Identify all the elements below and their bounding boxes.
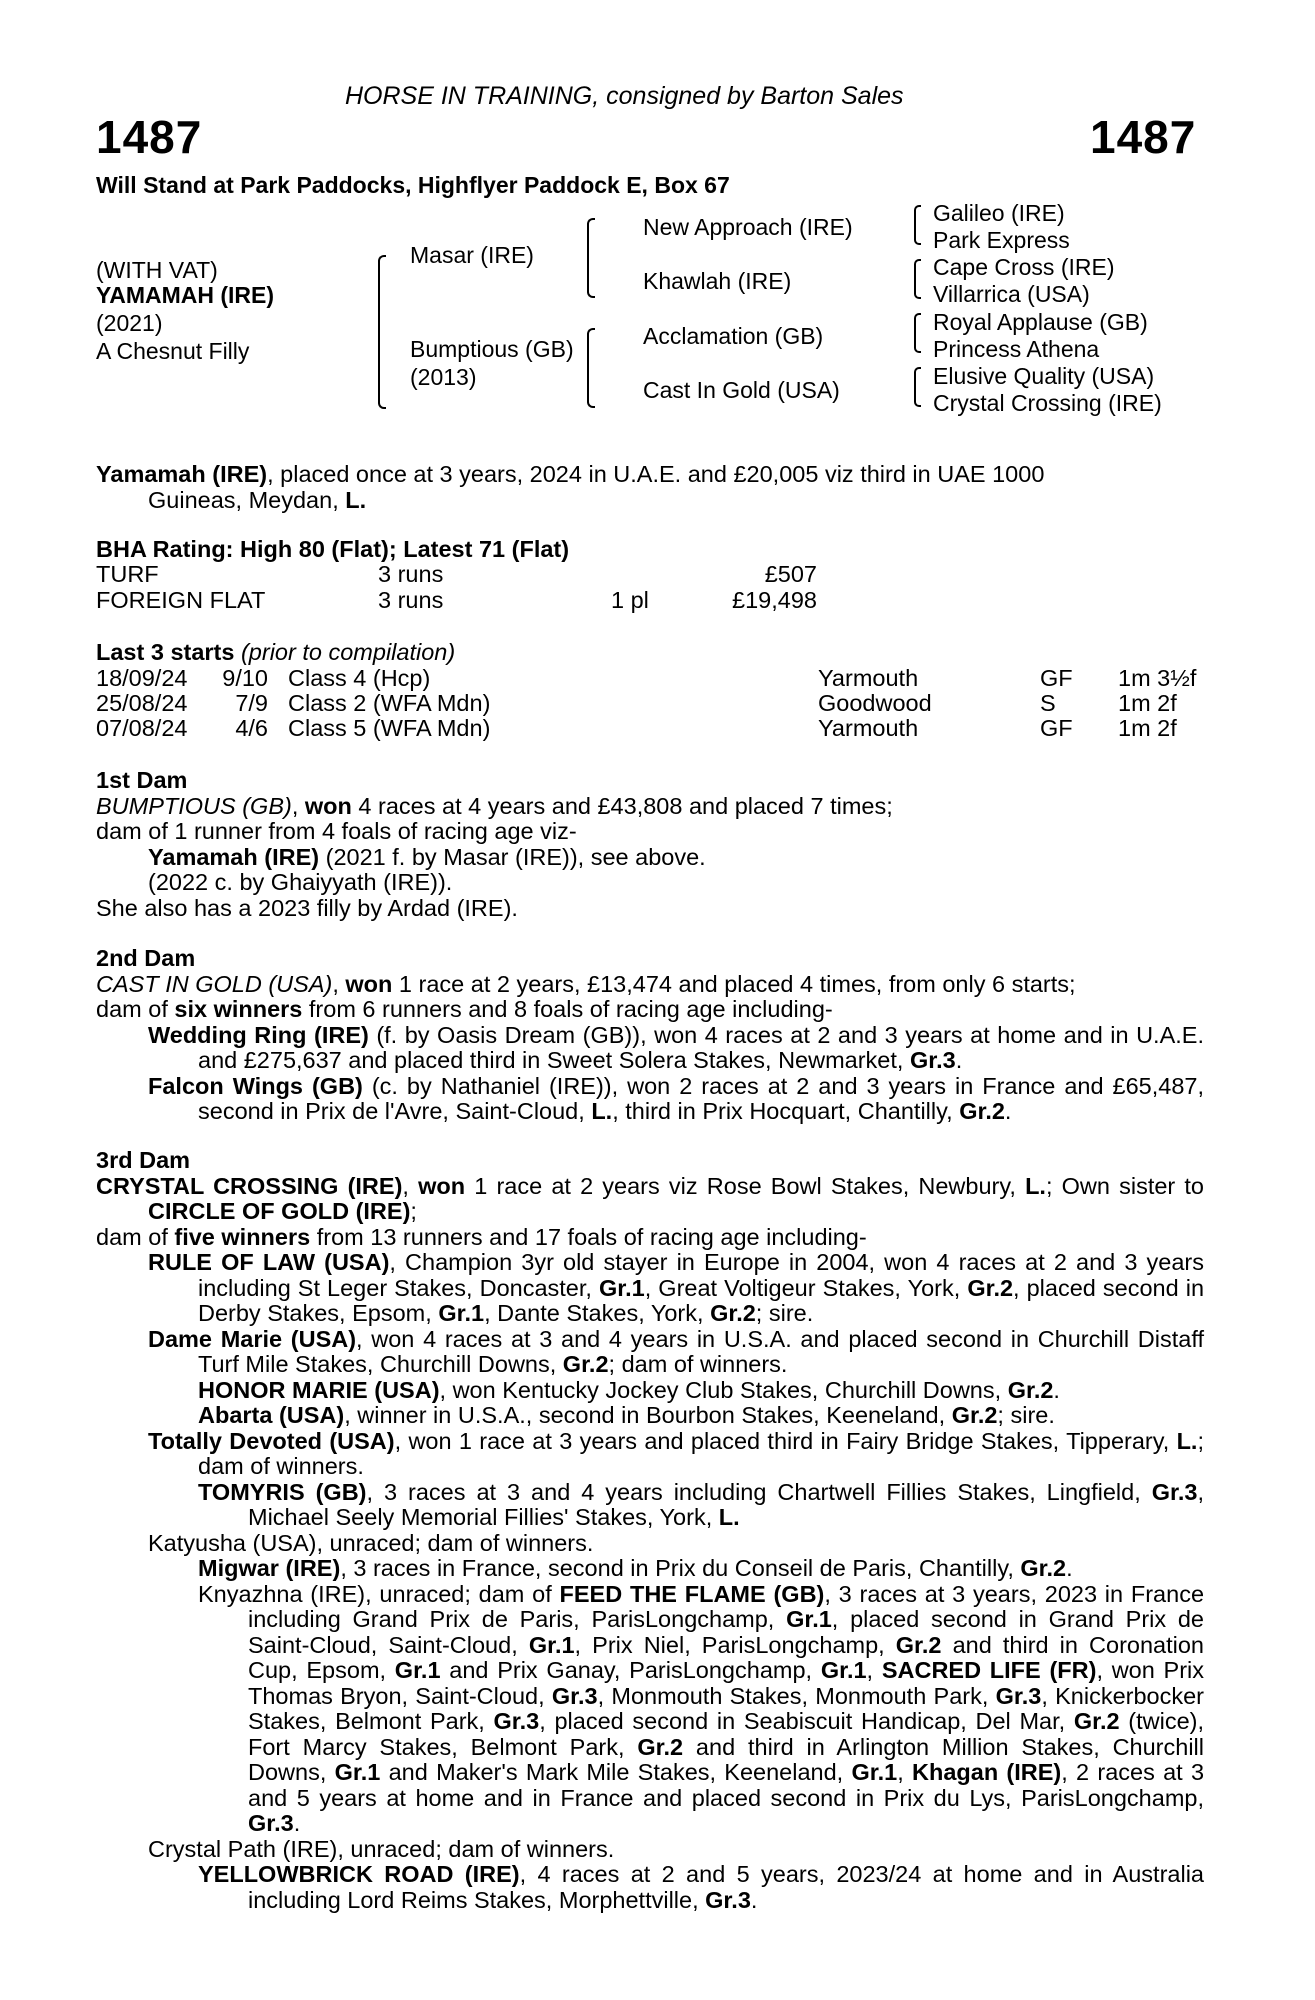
start-position: 9/10 <box>222 665 268 691</box>
second-dam-winners: six winners <box>174 996 303 1022</box>
produce-detail: , winner in U.S.A., second in Bourbon Stakes, Keeneland, <box>344 1402 952 1428</box>
third-dam-winners: five winners <box>174 1223 311 1250</box>
last-starts-note: (prior to compilation) <box>240 639 456 665</box>
produce-detail: and third in Arlington Million Stakes, Churchill Downs, <box>248 1733 1204 1785</box>
produce-detail: , won 1 race at 3 years and placed third in Fairy Bridge Stakes, Tipperary, <box>394 1427 1177 1454</box>
produce-grade: Gr.2 <box>637 1733 684 1760</box>
dam-dam-dam: Crystal Crossing (IRE) <box>933 390 1162 416</box>
produce-name: Falcon Wings (GB) <box>148 1072 363 1099</box>
second-dam-produce-line: from 6 runners and 8 foals of racing age including- <box>302 996 833 1022</box>
produce-2023: She also has a 2023 filly by Ardad (IRE). <box>96 894 518 921</box>
start-position: 7/9 <box>235 690 268 716</box>
race-summary <box>96 462 1204 513</box>
ds-brace <box>914 313 921 353</box>
produce-unraced: Katyusha (USA), unraced; dam of winners. <box>148 1529 594 1556</box>
produce-name: Yamamah (IRE) <box>148 843 320 870</box>
last-starts-heading: Last 3 starts <box>96 639 235 665</box>
produce-unraced: Crystal Path (IRE), unraced; dam of winners. <box>148 1835 615 1862</box>
vat-note: (WITH VAT) <box>96 257 218 283</box>
produce-name: SACRED LIFE (FR) <box>881 1657 1097 1683</box>
third-dam-record: ; Own sister to <box>1045 1172 1204 1199</box>
third-dam-title: 3rd Dam <box>96 1147 191 1173</box>
start-distance: 1m 2f <box>1118 715 1177 741</box>
produce-detail: , 3 races at 3 and 4 years including Chartwell Fillies Stakes, Lingfield, <box>366 1478 1152 1505</box>
produce-detail: and third in Coronation Cup, Epsom, <box>248 1631 1205 1683</box>
produce-grade: Gr.2 <box>562 1351 609 1377</box>
second-dam-title: 2nd Dam <box>96 945 196 971</box>
produce-detail: , won Prix Thomas Bryon, Saint-Cloud, <box>248 1657 1205 1709</box>
dd-brace <box>914 367 921 407</box>
produce-detail: , Monmouth Stakes, Monmouth Park, <box>597 1682 996 1709</box>
produce-grade: L. <box>718 1504 740 1530</box>
produce-grade: Gr.3 <box>248 1810 294 1836</box>
sire-dam-sire: Cape Cross (IRE) <box>933 254 1115 280</box>
produce-grade: Gr.3 <box>705 1886 751 1913</box>
produce-detail: ; dam of winners. <box>608 1351 788 1377</box>
produce-grade: Gr.1 <box>598 1274 645 1301</box>
produce-detail: ; dam of winners. <box>198 1427 1204 1479</box>
produce-detail: , third in Prix Hocquart, Chantilly, <box>612 1098 960 1124</box>
bha-row-runs: 3 runs <box>378 587 444 613</box>
bha-row-places: 1 pl <box>611 587 649 613</box>
produce-grade: Gr.3 <box>909 1047 956 1073</box>
produce-grade: Gr.2 <box>1073 1708 1120 1734</box>
produce-name: RULE OF LAW (USA) <box>148 1249 390 1275</box>
produce-detail: . <box>1004 1098 1012 1124</box>
produce-grade: Gr.3 <box>551 1682 598 1709</box>
second-dam-name: CAST IN GOLD (USA) <box>96 970 333 997</box>
produce-name: TOMYRIS (GB) <box>198 1478 367 1505</box>
bha-row-type: FOREIGN FLAT <box>96 587 266 613</box>
dam-sire-dam: Princess Athena <box>933 336 1100 362</box>
start-class: Class 5 (WFA Mdn) <box>288 715 491 741</box>
summary-text: , placed once at 3 years, 2024 in U.A.E. and £20,005 viz third in UAE 1000 <box>267 461 1045 487</box>
produce-grade: L. <box>1176 1427 1198 1454</box>
produce-name: Totally Devoted (USA) <box>148 1427 395 1454</box>
produce-detail: , 4 races at 2 and 5 years, 2023/24 at home and in Australia including Lord Reims Stakes, Morphettville, <box>248 1861 1204 1913</box>
third-dam-grade: L. <box>1025 1172 1046 1199</box>
start-class: Class 2 (WFA Mdn) <box>288 690 491 716</box>
dam: Bumptious (GB) <box>410 336 574 362</box>
dam-sire: Acclamation (GB) <box>643 323 824 349</box>
second-dam-of: dam of <box>96 996 175 1022</box>
produce-grade: Gr.2 <box>1007 1376 1054 1403</box>
start-going: S <box>1040 690 1056 716</box>
lot-number-left: 1487 <box>96 111 203 163</box>
produce-detail: , <box>897 1759 912 1785</box>
produce-2022: (2022 c. by Ghaiyyath (IRE)). <box>148 869 453 895</box>
produce-grade: Gr.1 <box>334 1759 381 1785</box>
horse-year: (2021) <box>96 310 163 336</box>
bha-row-money: £507 <box>764 561 817 587</box>
produce-detail: (2021 f. by Masar (IRE)), see above. <box>319 843 706 870</box>
produce-grade: Gr.2 <box>951 1402 998 1428</box>
start-course: Yarmouth <box>818 665 919 691</box>
summary-text-cont: Guineas, Meydan, <box>148 486 346 513</box>
produce-grade: Gr.2 <box>710 1300 756 1326</box>
produce-detail: . <box>1053 1376 1060 1403</box>
produce-detail: and Maker's Mark Mile Stakes, Keeneland, <box>380 1759 852 1785</box>
start-class: Class 4 (Hcp) <box>288 665 431 691</box>
produce-grade: L. <box>591 1098 613 1124</box>
dam-sire-sire: Royal Applause (GB) <box>933 309 1148 335</box>
produce-name: YELLOWBRICK ROAD (IRE) <box>198 1861 520 1887</box>
produce-detail: Knyazhna (IRE), unraced; dam of <box>198 1580 560 1607</box>
produce-grade: Gr.2 <box>967 1274 1014 1301</box>
produce-grade: Gr.2 <box>959 1098 1005 1124</box>
produce-detail: . <box>955 1047 963 1073</box>
produce-grade: Gr.1 <box>820 1657 867 1683</box>
produce-detail: , won Kentucky Jockey Club Stakes, Churchill Downs, <box>439 1376 1008 1403</box>
dam-dam: Cast In Gold (USA) <box>643 377 840 403</box>
horse-description: A Chesnut Filly <box>96 338 250 364</box>
second-dam-section <box>96 946 1204 1125</box>
sire: Masar (IRE) <box>410 242 534 268</box>
start-date: 18/09/24 <box>96 665 188 691</box>
stand-location: Will Stand at Park Paddocks, Highflyer Paddock E, Box 67 <box>96 172 730 198</box>
third-dam-of: dam of <box>96 1223 175 1250</box>
first-dam-sep: , <box>291 792 305 819</box>
start-course: Yarmouth <box>818 715 919 741</box>
first-dam-section <box>96 768 1204 921</box>
produce-detail: , placed second in Seabiscuit Handicap, Del Mar, <box>539 1708 1074 1734</box>
third-dam-sep: , <box>402 1172 419 1199</box>
bha-row-type: TURF <box>96 561 159 587</box>
produce-name: Abarta (USA) <box>198 1402 345 1428</box>
produce-detail: , placed second in Derby Stakes, Epsom, <box>198 1274 1205 1326</box>
produce-grade: Gr.1 <box>851 1759 898 1785</box>
bha-row-money: £19,498 <box>732 587 817 613</box>
produce-name: HONOR MARIE (USA) <box>198 1376 440 1403</box>
produce-detail: (c. by Nathaniel (IRE)), won 2 races at 2 and 3 years in France and £65,487, second in Prix de l'Avre, Saint-Cloud, <box>198 1072 1205 1124</box>
last-starts-title <box>96 640 455 666</box>
sire-brace <box>587 218 595 298</box>
start-going: GF <box>1040 665 1073 691</box>
produce-detail: , Great Voltigeur Stakes, York, <box>644 1274 968 1301</box>
dam-year: (2013) <box>410 364 477 390</box>
third-dam-produce-line: from 13 runners and 17 foals of racing age including- <box>310 1223 867 1250</box>
summary-grade: L. <box>345 486 367 513</box>
sire-sire: New Approach (IRE) <box>643 214 853 240</box>
produce-grade: Gr.3 <box>995 1682 1042 1709</box>
third-dam-section <box>96 1148 1204 1913</box>
first-dam-record: 4 races at 4 years and £43,808 and placed 7 times; <box>351 792 893 819</box>
summary-horse-name: Yamamah (IRE) <box>96 461 268 487</box>
sire-sire-sire: Galileo (IRE) <box>933 200 1065 226</box>
produce-detail: , placed second in Grand Prix de Saint-Cloud, Saint-Cloud, <box>248 1606 1204 1658</box>
produce-detail: , Champion 3yr old stayer in Europe in 2004, won 4 races at 2 and 3 years including St Leger Stakes, Doncaster, <box>198 1249 1204 1301</box>
first-dam-title: 1st Dam <box>96 767 188 793</box>
pedigree-brace <box>378 255 386 409</box>
first-dam-won: won <box>304 792 352 819</box>
produce-name: Dame Marie (USA) <box>148 1325 357 1352</box>
second-dam-sep: , <box>332 970 346 997</box>
produce-detail: , Knickerbocker Stakes, Belmont Park, <box>248 1682 1205 1734</box>
produce-grade: Gr.1 <box>786 1606 832 1632</box>
produce-detail: , Prix Niel, ParisLongchamp, <box>574 1631 896 1658</box>
produce-grade: Gr.3 <box>493 1708 540 1734</box>
produce-grade: Gr.3 <box>1151 1478 1198 1505</box>
produce-detail: , Dante Stakes, York, <box>484 1300 711 1326</box>
produce-name: FEED THE FLAME (GB) <box>559 1580 825 1607</box>
produce-detail: (f. by Oasis Dream (GB)), won 4 races at 2 and 3 years at home and in U.A.E. and £275,637 and placed third in Sweet Solera Stakes, Newmarket, <box>198 1021 1204 1073</box>
second-dam-won: won <box>345 970 393 997</box>
first-dam-produce-line: dam of 1 runner from 4 foals of racing age viz- <box>96 818 577 844</box>
produce-detail: , 3 races at 3 years, 2023 in France including Grand Prix de Paris, ParisLongchamp, <box>248 1580 1205 1632</box>
lot-number-right: 1487 <box>1090 111 1197 163</box>
sire-sire-dam: Park Express <box>933 227 1070 253</box>
produce-name: Khagan (IRE) <box>912 1759 1062 1785</box>
produce-grade: Gr.2 <box>1020 1555 1067 1581</box>
produce-grade: Gr.1 <box>528 1631 575 1658</box>
produce-detail: . <box>750 1886 758 1913</box>
dam-brace <box>587 328 595 408</box>
produce-grade: Gr.1 <box>394 1657 441 1683</box>
produce-detail: (twice), Fort Marcy Stakes, Belmont Park, <box>248 1708 1204 1760</box>
start-distance: 1m 2f <box>1118 690 1177 716</box>
horse-name: YAMAMAH (IRE) <box>96 282 275 308</box>
ss-brace <box>914 205 921 245</box>
sire-dam: Khawlah (IRE) <box>643 268 792 294</box>
start-going: GF <box>1040 715 1073 741</box>
produce-grade: Gr.1 <box>438 1300 485 1326</box>
third-dam-record: 1 race at 2 years viz Rose Bowl Stakes, Newbury, <box>465 1172 1026 1199</box>
consignor-header: HORSE IN TRAINING, consigned by Barton Sales <box>345 82 904 110</box>
sire-dam-dam: Villarrica (USA) <box>933 281 1090 307</box>
third-dam-name: CRYSTAL CROSSING (IRE) <box>96 1172 403 1199</box>
sister-name: CIRCLE OF GOLD (IRE) <box>148 1198 411 1224</box>
produce-detail: , Michael Seely Memorial Fillies' Stakes, York, <box>248 1478 1204 1530</box>
start-position: 4/6 <box>235 715 268 741</box>
bha-rating-title: BHA Rating: High 80 (Flat); Latest 71 (Flat) <box>96 536 570 562</box>
produce-detail: and Prix Ganay, ParisLongchamp, <box>440 1657 821 1683</box>
produce-name: Wedding Ring (IRE) <box>148 1021 369 1048</box>
produce-detail: , 3 races in France, second in Prix du Conseil de Paris, Chantilly, <box>340 1555 1021 1581</box>
bha-row-runs: 3 runs <box>378 561 444 587</box>
produce-detail: , 2 races at 3 and 5 years at home and in France and placed second in Prix du Lys, ParisLongchamp, <box>248 1759 1205 1811</box>
sd-brace <box>914 259 921 299</box>
produce-detail: . <box>1066 1555 1073 1581</box>
third-dam-won: won <box>418 1172 466 1199</box>
start-date: 07/08/24 <box>96 715 188 741</box>
produce-detail: ; sire. <box>997 1402 1055 1428</box>
produce-detail: . <box>293 1810 301 1836</box>
produce-grade: Gr.2 <box>895 1631 942 1658</box>
produce-detail: , won 4 races at 3 and 4 years in U.S.A. and placed second in Churchill Distaff Turf Mile Stakes, Churchill Downs, <box>198 1325 1204 1377</box>
second-dam-record: 1 race at 2 years, £13,474 and placed 4 times, from only 6 starts; <box>392 970 1076 997</box>
start-course: Goodwood <box>818 690 932 716</box>
produce-name: Migwar (IRE) <box>198 1555 341 1581</box>
produce-detail: , <box>866 1657 882 1683</box>
start-date: 25/08/24 <box>96 690 188 716</box>
dam-dam-sire: Elusive Quality (USA) <box>933 363 1155 389</box>
third-dam-record: ; <box>410 1198 417 1224</box>
start-distance: 1m 3½f <box>1118 665 1197 691</box>
produce-detail: ; sire. <box>755 1300 814 1326</box>
first-dam-name: BUMPTIOUS (GB) <box>96 792 292 819</box>
